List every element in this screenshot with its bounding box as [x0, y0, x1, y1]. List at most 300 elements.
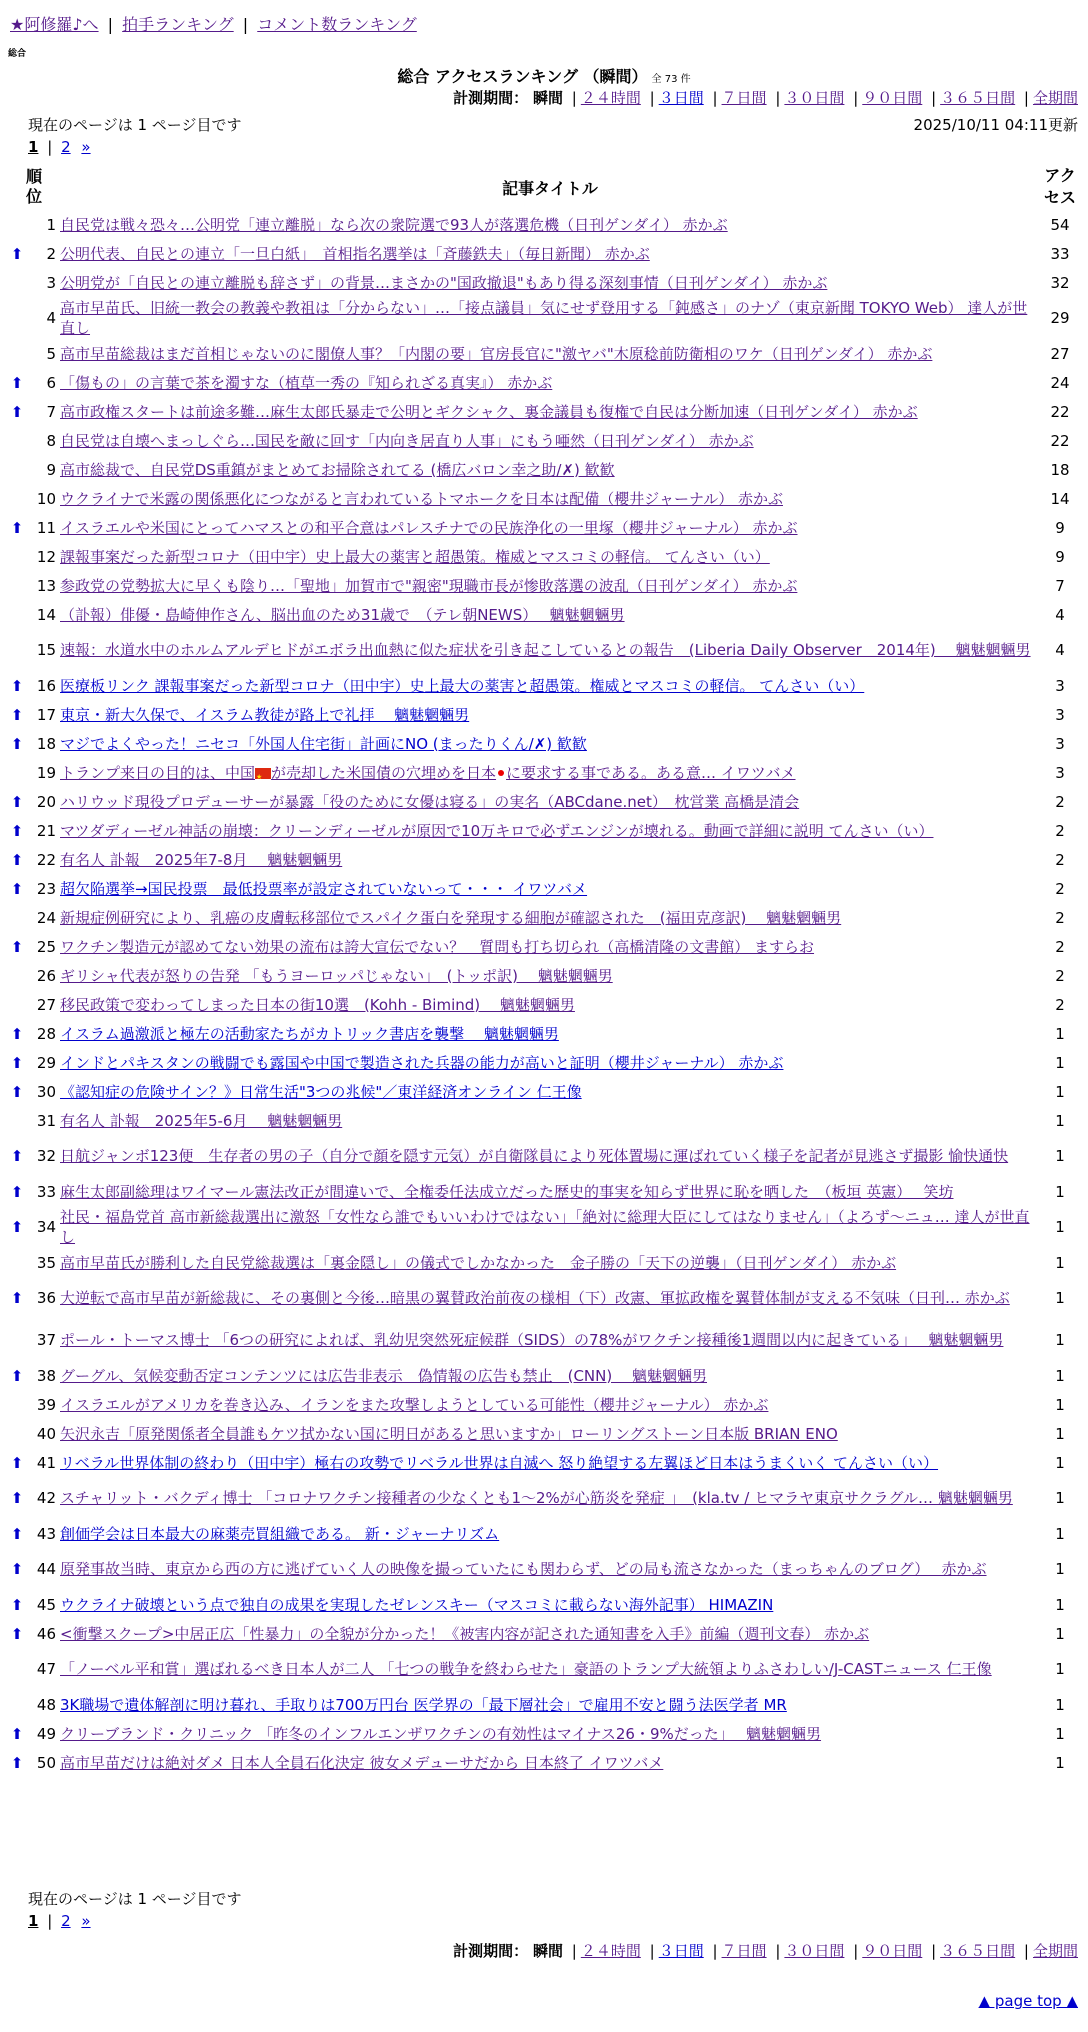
- article-link[interactable]: イスラエルや米国にとってハマスとの和平合意はパレスチナでの民族浄化の一里塚（櫻井ジャーナル） 赤かぶ: [60, 518, 798, 537]
- access-count: 1: [1055, 1082, 1065, 1101]
- period-link-30d[interactable]: ３０日間: [784, 1942, 845, 1960]
- rank-change-cell: [8, 513, 26, 542]
- article-title-cell: [60, 426, 1040, 455]
- article-link[interactable]: 参政党の党勢拡大に早くも陰り…「聖地」加賀市で"親密"現職市長が惨敗落選の波乱（日刊ゲンダイ） 赤かぶ: [60, 576, 798, 595]
- article-link[interactable]: 原発事故当時、東京から西の方に逃げていく人の映像を撮っていたにも関わらず、どの局も流さなかった（まっちゃんのブログ） 赤かぶ: [60, 1560, 987, 1578]
- period-link-24h[interactable]: ２４時間: [580, 1942, 641, 1960]
- rank-number: 3: [46, 273, 56, 292]
- access-count: 1: [1055, 1524, 1065, 1543]
- rank-change-cell: [8, 397, 26, 426]
- table-row: [8, 729, 1080, 758]
- category-label: 総合: [8, 49, 27, 59]
- access-count: 1: [1055, 1624, 1065, 1643]
- table-row: [8, 1390, 1080, 1419]
- article-title-cell: [60, 671, 1040, 700]
- pager-next[interactable]: »: [81, 1912, 91, 1930]
- rank-change-cell: [8, 1319, 26, 1361]
- comment-ranking-link[interactable]: コメント数ランキング: [257, 15, 417, 34]
- access-count: 1: [1055, 1053, 1065, 1072]
- up-arrow-icon: ⬆: [10, 1366, 24, 1385]
- access-count: 1: [1055, 1489, 1065, 1507]
- up-arrow-icon: ⬆: [10, 1753, 24, 1772]
- rank-change-cell: [8, 1548, 26, 1590]
- access-count: 2: [1055, 966, 1065, 985]
- rank-number: 28: [36, 1024, 56, 1043]
- period-separator: |: [649, 89, 655, 107]
- article-title-cell: [60, 1277, 1040, 1319]
- article-title-cell: [60, 268, 1040, 297]
- nav-separator: |: [107, 15, 114, 34]
- access-count: 1: [1055, 1147, 1065, 1165]
- rank-change-cell: [8, 874, 26, 903]
- period-selector-bottom: [453, 1940, 1078, 1961]
- article-link[interactable]: 公明代表、自民との連立「一旦白紙」 首相指名選挙は「斉藤鉄夫」（毎日新聞） 赤かぶ: [60, 244, 650, 263]
- period-link-365d[interactable]: ３６５日間: [940, 89, 1016, 107]
- access-count: 3: [1055, 676, 1065, 695]
- period-link-all[interactable]: 全期間: [1032, 1942, 1078, 1960]
- rank-number: 36: [36, 1289, 56, 1307]
- rank-number: 38: [36, 1366, 56, 1385]
- rank-number: 50: [36, 1753, 56, 1772]
- article-title-cell: [60, 1048, 1040, 1077]
- period-link-90d[interactable]: ９０日間: [862, 1942, 923, 1960]
- ranking-header-row: [8, 164, 1080, 210]
- access-column-header: [1040, 164, 1080, 210]
- access-count: 24: [1050, 373, 1070, 392]
- article-link[interactable]: ポール・トーマス博士 「6つの研究によれば、乳幼児突然死症候群（SIDS）の78%がワクチン接種後1週間以内に起きている」 魑魅魍魎男: [60, 1331, 1004, 1349]
- up-arrow-icon: ⬆: [10, 1524, 24, 1543]
- article-link[interactable]: ワクチン製造元が認めてない効果の流布は誇大宣伝でない？ 質問も打ち切られ（高橋清隆の文書館） ますらお: [60, 937, 815, 956]
- rank-change-cell: [8, 484, 26, 513]
- table-row: [8, 426, 1080, 455]
- pager-page-2[interactable]: 2: [61, 1912, 71, 1930]
- table-row: [8, 1748, 1080, 1777]
- up-arrow-icon: ⬆: [10, 937, 24, 956]
- rank-number: 48: [36, 1695, 56, 1714]
- up-arrow-icon: ⬆: [10, 1053, 24, 1072]
- up-arrow-icon: ⬆: [10, 1560, 24, 1578]
- rank-change-cell: [8, 1019, 26, 1048]
- article-link[interactable]: 公明党が「自民との連立離脱も辞さず」の背景…まさかの"国政撤退"もあり得る深刻事情（日刊ゲンダイ） 赤かぶ: [60, 273, 828, 292]
- article-link[interactable]: 大逆転で高市早苗が新総裁に、その裏側と今後…暗黒の翼賛政治前夜の様相（下）改憲、軍拡政権を翼賛体制が支える不気味（日刊… 赤かぶ: [60, 1289, 1010, 1307]
- article-link[interactable]: リベラル世界体制の終わり（田中宇）極右の攻勢でリベラル世界は自滅へ 怒り絶望する左翼ほど日本はうまくいく てんさい（い）: [60, 1453, 939, 1472]
- access-count: 1: [1055, 1111, 1065, 1130]
- article-link[interactable]: マツダディーゼル神話の崩壊：クリーンディーゼルが原因で10万キロで必ずエンジンが壊れる。動画で詳細に説明 てんさい（い）: [60, 821, 934, 840]
- table-row: [8, 700, 1080, 729]
- article-title-cell: [60, 874, 1040, 903]
- up-arrow-icon: ⬆: [10, 879, 24, 898]
- period-separator: |: [853, 89, 859, 107]
- clap-ranking-link[interactable]: 拍手ランキング: [122, 15, 234, 34]
- access-count: 4: [1055, 605, 1065, 624]
- up-arrow-icon: ⬆: [10, 518, 24, 537]
- access-count: 32: [1050, 273, 1070, 292]
- up-arrow-icon: ⬆: [10, 705, 24, 724]
- access-count: 2: [1055, 995, 1065, 1014]
- pager-current: 1: [28, 138, 39, 156]
- article-link[interactable]: グーグル、気候変動否定コンテンツには広告非表示 偽情報の広告も禁止 (CNN) 魑魅魍魎男: [60, 1366, 707, 1385]
- period-label: 計測期間：: [453, 1942, 529, 1960]
- article-link[interactable]: インドとパキスタンの戦闘でも露国や中国で製造された兵器の能力が高いと証明（櫻井ジャーナル） 赤かぶ: [60, 1053, 784, 1072]
- article-link[interactable]: 高市政権スタートは前途多難…麻生太郎氏暴走で公明とギクシャク、裏金議員も復権で自民は分断加速（日刊ゲンダイ） 赤かぶ: [60, 402, 918, 421]
- article-title-cell: [60, 397, 1040, 426]
- article-link[interactable]: 3K職場で遺体解剖に明け暮れ、手取りは700万円台 医学界の「最下層社会」で雇用不安と闘う法医学者 MR: [60, 1695, 787, 1714]
- article-title-cell: [60, 816, 1040, 845]
- up-arrow-icon: ⬆: [10, 1489, 24, 1507]
- period-selector-top: [453, 87, 1078, 108]
- access-count: 22: [1050, 431, 1070, 450]
- rank-change-cell: [8, 297, 26, 339]
- rank-number: 34: [36, 1218, 56, 1236]
- table-row: [8, 671, 1080, 700]
- period-separator: |: [649, 1942, 655, 1960]
- article-link[interactable]: 高市早苗だけは絶対ダメ 日本人全員石化決定 彼女メデューサだから 日本終了 イワツバメ: [60, 1753, 664, 1772]
- period-link-all[interactable]: 全期間: [1032, 89, 1078, 107]
- period-separator: |: [931, 1942, 937, 1960]
- rank-number: 11: [36, 518, 56, 537]
- article-title-cell: [60, 600, 1040, 629]
- period-separator: |: [571, 89, 577, 107]
- article-title-cell: [60, 1519, 1040, 1548]
- table-row: [8, 1719, 1080, 1748]
- article-link[interactable]: 《認知症の危険サイン？》日常生活"3つの兆候"／東洋経済オンライン 仁王像: [60, 1082, 582, 1101]
- access-count: 1: [1055, 1453, 1065, 1472]
- japan-flag-icon: [498, 770, 504, 776]
- article-link[interactable]: 医療板リンク 課報事案だった新型コロナ（田中宇）史上最大の薬害と超愚策。権威とマスコミの軽信。 てんさい（い）: [60, 676, 865, 695]
- period-link-90d[interactable]: ９０日間: [862, 89, 923, 107]
- article-title-cell: [60, 729, 1040, 758]
- article-link[interactable]: 速報：水道水中のホルムアルデヒドがエボラ出血熱に似た症状を引き起こしているとの報告 (Liberia Daily Observer 2014年) 魑魅魍魎男: [60, 641, 1031, 659]
- access-count: 2: [1055, 937, 1065, 956]
- article-title-cell: [60, 339, 1040, 368]
- access-count: 1: [1055, 1395, 1065, 1414]
- article-link[interactable]: ウクライナで米露の関係悪化につながると言われているトマホークを日本は配備（櫻井ジャーナル） 赤かぶ: [60, 489, 783, 508]
- period-link-30d[interactable]: ３０日間: [784, 89, 845, 107]
- rank-number: 35: [36, 1253, 56, 1272]
- article-link[interactable]: 高市早苗総裁はまだ首相じゃないのに閣僚人事？「内閣の要」官房長官に"激ヤバ"木原稔前防衛相のワケ（日刊ゲンダイ） 赤かぶ: [60, 344, 933, 363]
- article-link[interactable]: 矢沢永吉「原発関係者全員誰もケツ拭かない国に明日があると思いますか」ローリングストーン日本版 BRIAN ENO: [60, 1424, 838, 1443]
- pager-top: [28, 138, 91, 156]
- access-count: 1: [1055, 1024, 1065, 1043]
- pager-page-2[interactable]: 2: [61, 138, 71, 156]
- period-link-3d[interactable]: ３日間: [658, 1942, 704, 1960]
- article-link[interactable]: 課報事案だった新型コロナ（田中宇）史上最大の薬害と超愚策。権威とマスコミの軽信。 てんさい（い）: [60, 547, 770, 566]
- table-row: [8, 1590, 1080, 1619]
- rank-number: 29: [36, 1053, 56, 1072]
- article-link[interactable]: 創価学会は日本最大の麻薬売買組織である。 新・ジャーナリズム: [60, 1524, 500, 1543]
- article-link[interactable]: <衝撃スクープ>中居正広「性暴力」の全貌が分かった！《被害内容が記された通知書を入手》前編（週刊文春） 赤かぶ: [60, 1624, 870, 1643]
- ranking-body: [8, 210, 1080, 1777]
- rank-number: 15: [36, 641, 56, 659]
- article-title-cell: [60, 1206, 1040, 1248]
- table-row: [8, 1690, 1080, 1719]
- rank-number: 32: [36, 1147, 56, 1165]
- access-count: 1: [1055, 1424, 1065, 1443]
- rank-change-cell: [8, 368, 26, 397]
- table-row: [8, 932, 1080, 961]
- article-link[interactable]: ハリウッド現役プロデューサーが暴露「役のために女優は寝る」の実名（ABCdane.net） 枕営業 高橋是清会: [60, 792, 800, 811]
- access-count: 3: [1055, 734, 1065, 753]
- table-row: [8, 542, 1080, 571]
- article-title-cell: [60, 1077, 1040, 1106]
- rank-number: 44: [36, 1560, 56, 1578]
- article-link[interactable]: 超欠陥選挙→国民投票 最低投票率が設定されていないって・・・ イワツバメ: [60, 879, 588, 898]
- up-arrow-icon: ⬆: [10, 821, 24, 840]
- article-link[interactable]: トランプ来日の目的は、中国★ が売却した米国債の穴埋めを日本 に要求する事である。ある意… イワツバメ: [60, 764, 796, 782]
- rank-change-cell: [8, 961, 26, 990]
- access-count: 2: [1055, 821, 1065, 840]
- article-title-cell: [60, 1477, 1040, 1519]
- rank-number: 7: [46, 402, 56, 421]
- article-link[interactable]: 「ノーベル平和賞」選ばれるべき日本人が二人 「七つの戦争を終わらせた」豪語のトランプ大統領よりふさわしい/J-CASTニュース 仁王像: [60, 1660, 992, 1678]
- article-link[interactable]: ギリシャ代表が怒りの告発 「もうヨーロッパじゃない」 (トッポ訳) 魑魅魍魎男: [60, 966, 613, 985]
- article-link[interactable]: 麻生太郎副総理はワイマール憲法改正が間違いで、全権委任法成立だった歴史的事実を知らず世界に恥を晒した （板垣 英憲） 笑坊: [60, 1182, 954, 1201]
- access-count: 1: [1055, 1366, 1065, 1385]
- up-arrow-icon: ⬆: [10, 850, 24, 869]
- rank-column-label: 順位: [25, 167, 42, 206]
- china-flag-icon: [255, 768, 271, 779]
- article-link[interactable]: 高市早苗氏が勝利した自民党総裁選は「裏金隠し」の儀式でしかなかった 金子勝の「天下の逆襲」（日刊ゲンダイ） 赤かぶ: [60, 1253, 897, 1272]
- table-row: [8, 1619, 1080, 1648]
- rank-number: 33: [36, 1182, 56, 1201]
- rank-change-cell: [8, 845, 26, 874]
- access-count: 2: [1055, 908, 1065, 927]
- table-row: [8, 1648, 1080, 1690]
- access-count: 7: [1055, 576, 1065, 595]
- article-link[interactable]: イスラエルがアメリカを巻き込み、イランをまた攻撃しようとしている可能性（櫻井ジャーナル） 赤かぶ: [60, 1395, 769, 1414]
- rank-change-cell: [8, 1419, 26, 1448]
- article-link[interactable]: スチャリット・バクディ博士 「コロナワクチン接種者の少なくとも1〜2%が心筋炎を発症 」 (kla.tv / ヒマラヤ東京サクラグル… 魑魅魍魎男: [60, 1489, 1013, 1507]
- up-arrow-icon: ⬆: [10, 1147, 24, 1165]
- access-column-label: アクセス: [1043, 166, 1076, 207]
- pager-bottom: [28, 1912, 91, 1930]
- rank-number: 43: [36, 1524, 56, 1543]
- table-row: [8, 268, 1080, 297]
- rank-number: 20: [36, 792, 56, 811]
- rank-number: 42: [36, 1489, 56, 1507]
- article-title-cell: [60, 542, 1040, 571]
- page-title: [0, 64, 1088, 87]
- rank-number: 13: [36, 576, 56, 595]
- table-row: [8, 1106, 1080, 1135]
- article-link[interactable]: クリーブランド・クリニック 「昨冬のインフルエンザワクチンの有効性はマイナス26・9%だった」 魑魅魍魎男: [60, 1724, 822, 1743]
- access-count: 1: [1055, 1695, 1065, 1714]
- article-title-cell: [60, 990, 1040, 1019]
- article-link[interactable]: マジでよくやった！ニセコ「外国人住宅街」計画にNO (まったりくん/✗) 歓歓: [60, 734, 587, 753]
- rank-change-cell: [8, 1361, 26, 1390]
- table-row: [8, 455, 1080, 484]
- page-info-bottom: 現在のページは 1 ページ目です: [28, 1890, 242, 1908]
- access-count: 1: [1055, 1724, 1065, 1743]
- article-title-cell: [60, 1648, 1040, 1690]
- table-row: [8, 368, 1080, 397]
- table-row: [8, 787, 1080, 816]
- period-separator: |: [1023, 1942, 1029, 1960]
- pager-separator: |: [47, 1912, 53, 1930]
- pager-separator: |: [47, 138, 53, 156]
- article-link[interactable]: 自民党は自壊へまっしぐら…国民を敵に回す「内向き居直り人事」にもう唖然（日刊ゲンダイ） 赤かぶ: [60, 431, 754, 450]
- access-count: 27: [1050, 344, 1070, 363]
- rank-number: 2: [46, 244, 56, 263]
- rank-change-cell: [8, 671, 26, 700]
- article-link[interactable]: （訃報）俳優・島崎伸作さん、脳出血のため31歳で （テレ朝NEWS） 魑魅魍魎男: [60, 605, 625, 624]
- table-row: [8, 961, 1080, 990]
- up-arrow-icon: ⬆: [10, 676, 24, 695]
- rank-number: 27: [36, 995, 56, 1014]
- access-count: 1: [1055, 1753, 1065, 1772]
- table-row: [8, 1419, 1080, 1448]
- table-row: [8, 1206, 1080, 1248]
- period-link-3d[interactable]: ３日間: [658, 89, 704, 107]
- table-row: [8, 1135, 1080, 1177]
- access-count: 18: [1050, 460, 1070, 479]
- rank-change-cell: [8, 1719, 26, 1748]
- article-link[interactable]: 高市早苗氏、旧統一教会の教義や教祖は「分からない」…「接点議員」気にせず登用する「鈍感さ」のナゾ（東京新聞 TOKYO Web） 達人が世直し: [60, 299, 1028, 337]
- access-count: 2: [1055, 792, 1065, 811]
- table-row: [8, 600, 1080, 629]
- rank-change-cell: [8, 571, 26, 600]
- rank-change-cell: [8, 816, 26, 845]
- rank-change-cell: [8, 932, 26, 961]
- article-title-cell: [60, 1319, 1040, 1361]
- period-separator: |: [712, 1942, 718, 1960]
- article-link[interactable]: 高市総裁で、自民党DS重鎮がまとめてお掃除されてる (橋広バロン幸之助/✗) 歓歓: [60, 460, 615, 479]
- table-row: [8, 874, 1080, 903]
- rank-change-cell: [8, 542, 26, 571]
- article-title-cell: [60, 239, 1040, 268]
- rank-number: 30: [36, 1082, 56, 1101]
- period-link-24h[interactable]: ２４時間: [580, 89, 641, 107]
- article-title-cell: [60, 1361, 1040, 1390]
- rank-number: 40: [36, 1424, 56, 1443]
- article-link[interactable]: 新規症例研究により、乳癌の皮膚転移部位でスパイク蛋白を発現する細胞が確認された (福田克彦訳) 魑魅魍魎男: [60, 908, 842, 927]
- article-title-cell: [60, 758, 1040, 787]
- rank-change-cell: [8, 339, 26, 368]
- table-row: [8, 1519, 1080, 1548]
- up-arrow-icon: ⬆: [10, 1218, 24, 1236]
- article-link[interactable]: 日航ジャンボ123便 生存者の男の子（自分で顔を隠す元気）が自衛隊員により死体置場に運ばれていく様子を記者が見逃さず撮影 愉快通快: [60, 1147, 1009, 1165]
- access-count: 3: [1055, 705, 1065, 724]
- article-link[interactable]: 有名人 訃報 2025年5-6月 魑魅魍魎男: [60, 1111, 343, 1130]
- rank-change-cell: [8, 1648, 26, 1690]
- period-separator: |: [775, 1942, 781, 1960]
- table-row: [8, 513, 1080, 542]
- rank-change-cell: [8, 1590, 26, 1619]
- article-link[interactable]: 東京・新大久保で、イスラム教徒が路上で礼拝 魑魅魍魎男: [60, 705, 470, 724]
- rank-change-cell: [8, 239, 26, 268]
- table-row: [8, 903, 1080, 932]
- table-row: [8, 1448, 1080, 1477]
- article-title-cell: [60, 368, 1040, 397]
- page-info-top: 現在のページは 1 ページ目です: [28, 116, 242, 134]
- rank-number: 47: [36, 1660, 56, 1678]
- home-link[interactable]: ★阿修羅♪へ: [10, 15, 99, 34]
- rank-number: 46: [36, 1624, 56, 1643]
- table-row: [8, 1548, 1080, 1590]
- up-arrow-icon: ⬆: [10, 373, 24, 392]
- period-separator: |: [853, 1942, 859, 1960]
- rank-change-cell: [8, 1048, 26, 1077]
- access-count: 22: [1050, 402, 1070, 421]
- access-count: 2: [1055, 850, 1065, 869]
- period-separator: |: [775, 89, 781, 107]
- table-row: [8, 816, 1080, 845]
- up-arrow-icon: ⬆: [10, 792, 24, 811]
- period-separator: |: [712, 89, 718, 107]
- article-link[interactable]: イスラム過激派と極左の活動家たちがカトリック書店を襲撃 魑魅魍魎男: [60, 1024, 559, 1043]
- article-title-cell: [60, 1248, 1040, 1277]
- rank-change-cell: [8, 787, 26, 816]
- updated-timestamp: 2025/10/11 04:11更新: [913, 116, 1078, 134]
- rank-change-cell: [8, 210, 26, 239]
- article-link[interactable]: 移民政策で変わってしまった日本の街10選 (Kohh - Bimind) 魑魅魍魎男: [60, 995, 575, 1014]
- rank-change-cell: [8, 600, 26, 629]
- article-link[interactable]: ウクライナ破壊という点で独自の成果を実現したゼレンスキー（マスコミに載らない海外記事） HIMAZIN: [60, 1595, 774, 1614]
- rank-number: 12: [36, 547, 56, 566]
- rank-number: 5: [46, 344, 56, 363]
- period-link-7d[interactable]: ７日間: [721, 1942, 767, 1960]
- nav-separator: |: [242, 15, 249, 34]
- article-title-cell: [60, 1719, 1040, 1748]
- rank-number: 14: [36, 605, 56, 624]
- rank-change-cell: [8, 1477, 26, 1519]
- article-title-cell: [60, 455, 1040, 484]
- article-title-cell: [60, 629, 1040, 671]
- article-link[interactable]: 有名人 訃報 2025年7-8月 魑魅魍魎男: [60, 850, 343, 869]
- table-row: [8, 1277, 1080, 1319]
- rank-number: 37: [36, 1331, 56, 1349]
- rank-number: 26: [36, 966, 56, 985]
- article-title-cell: [60, 787, 1040, 816]
- rank-number: 49: [36, 1724, 56, 1743]
- article-link[interactable]: 自民党は戦々恐々…公明党「連立離脱」なら次の衆院選で93人が落選危機（日刊ゲンダイ） 赤かぶ: [60, 215, 728, 234]
- page-title-text: 総合 アクセスランキング （瞬間）: [397, 67, 648, 86]
- period-link-365d[interactable]: ３６５日間: [940, 1942, 1016, 1960]
- access-count: 1: [1055, 1289, 1065, 1307]
- article-link[interactable]: 「傷もの」の言葉で茶を濁すな（植草一秀の『知られざる真実』） 赤かぶ: [60, 373, 553, 392]
- access-count: 1: [1055, 1182, 1065, 1201]
- table-row: [8, 339, 1080, 368]
- rank-change-cell: [8, 1390, 26, 1419]
- up-arrow-icon: ⬆: [10, 1082, 24, 1101]
- rank-change-cell: [8, 1077, 26, 1106]
- rank-number: 1: [46, 215, 56, 234]
- up-arrow-icon: ⬆: [10, 1289, 24, 1307]
- article-title-cell: [60, 513, 1040, 542]
- article-title-cell: [60, 1690, 1040, 1719]
- pager-next[interactable]: »: [81, 138, 91, 156]
- period-link-7d[interactable]: ７日間: [721, 89, 767, 107]
- ranking-table: [8, 164, 1080, 1777]
- table-row: [8, 1019, 1080, 1048]
- table-row: [8, 629, 1080, 671]
- access-count: 54: [1050, 215, 1070, 234]
- table-row: [8, 1361, 1080, 1390]
- rank-change-cell: [8, 426, 26, 455]
- period-separator: |: [931, 89, 937, 107]
- article-link[interactable]: 社民・福島党首 高市新総裁選出に激怒「女性なら誰でもいいわけではない」「絶対に総理大臣にしてはなりません」（よろず〜ニュ… 達人が世直し: [60, 1208, 1030, 1246]
- table-row: [8, 210, 1080, 239]
- rank-number: 6: [46, 373, 56, 392]
- title-column-header: 記事タイトル: [502, 178, 598, 198]
- rank-number: 17: [36, 705, 56, 724]
- rank-number: 45: [36, 1595, 56, 1614]
- up-arrow-icon: ⬆: [10, 402, 24, 421]
- rank-change-cell: [8, 1135, 26, 1177]
- article-title-cell: [60, 700, 1040, 729]
- access-count: 9: [1055, 518, 1065, 537]
- page-top-link[interactable]: ▲ page top ▲: [978, 1992, 1078, 2010]
